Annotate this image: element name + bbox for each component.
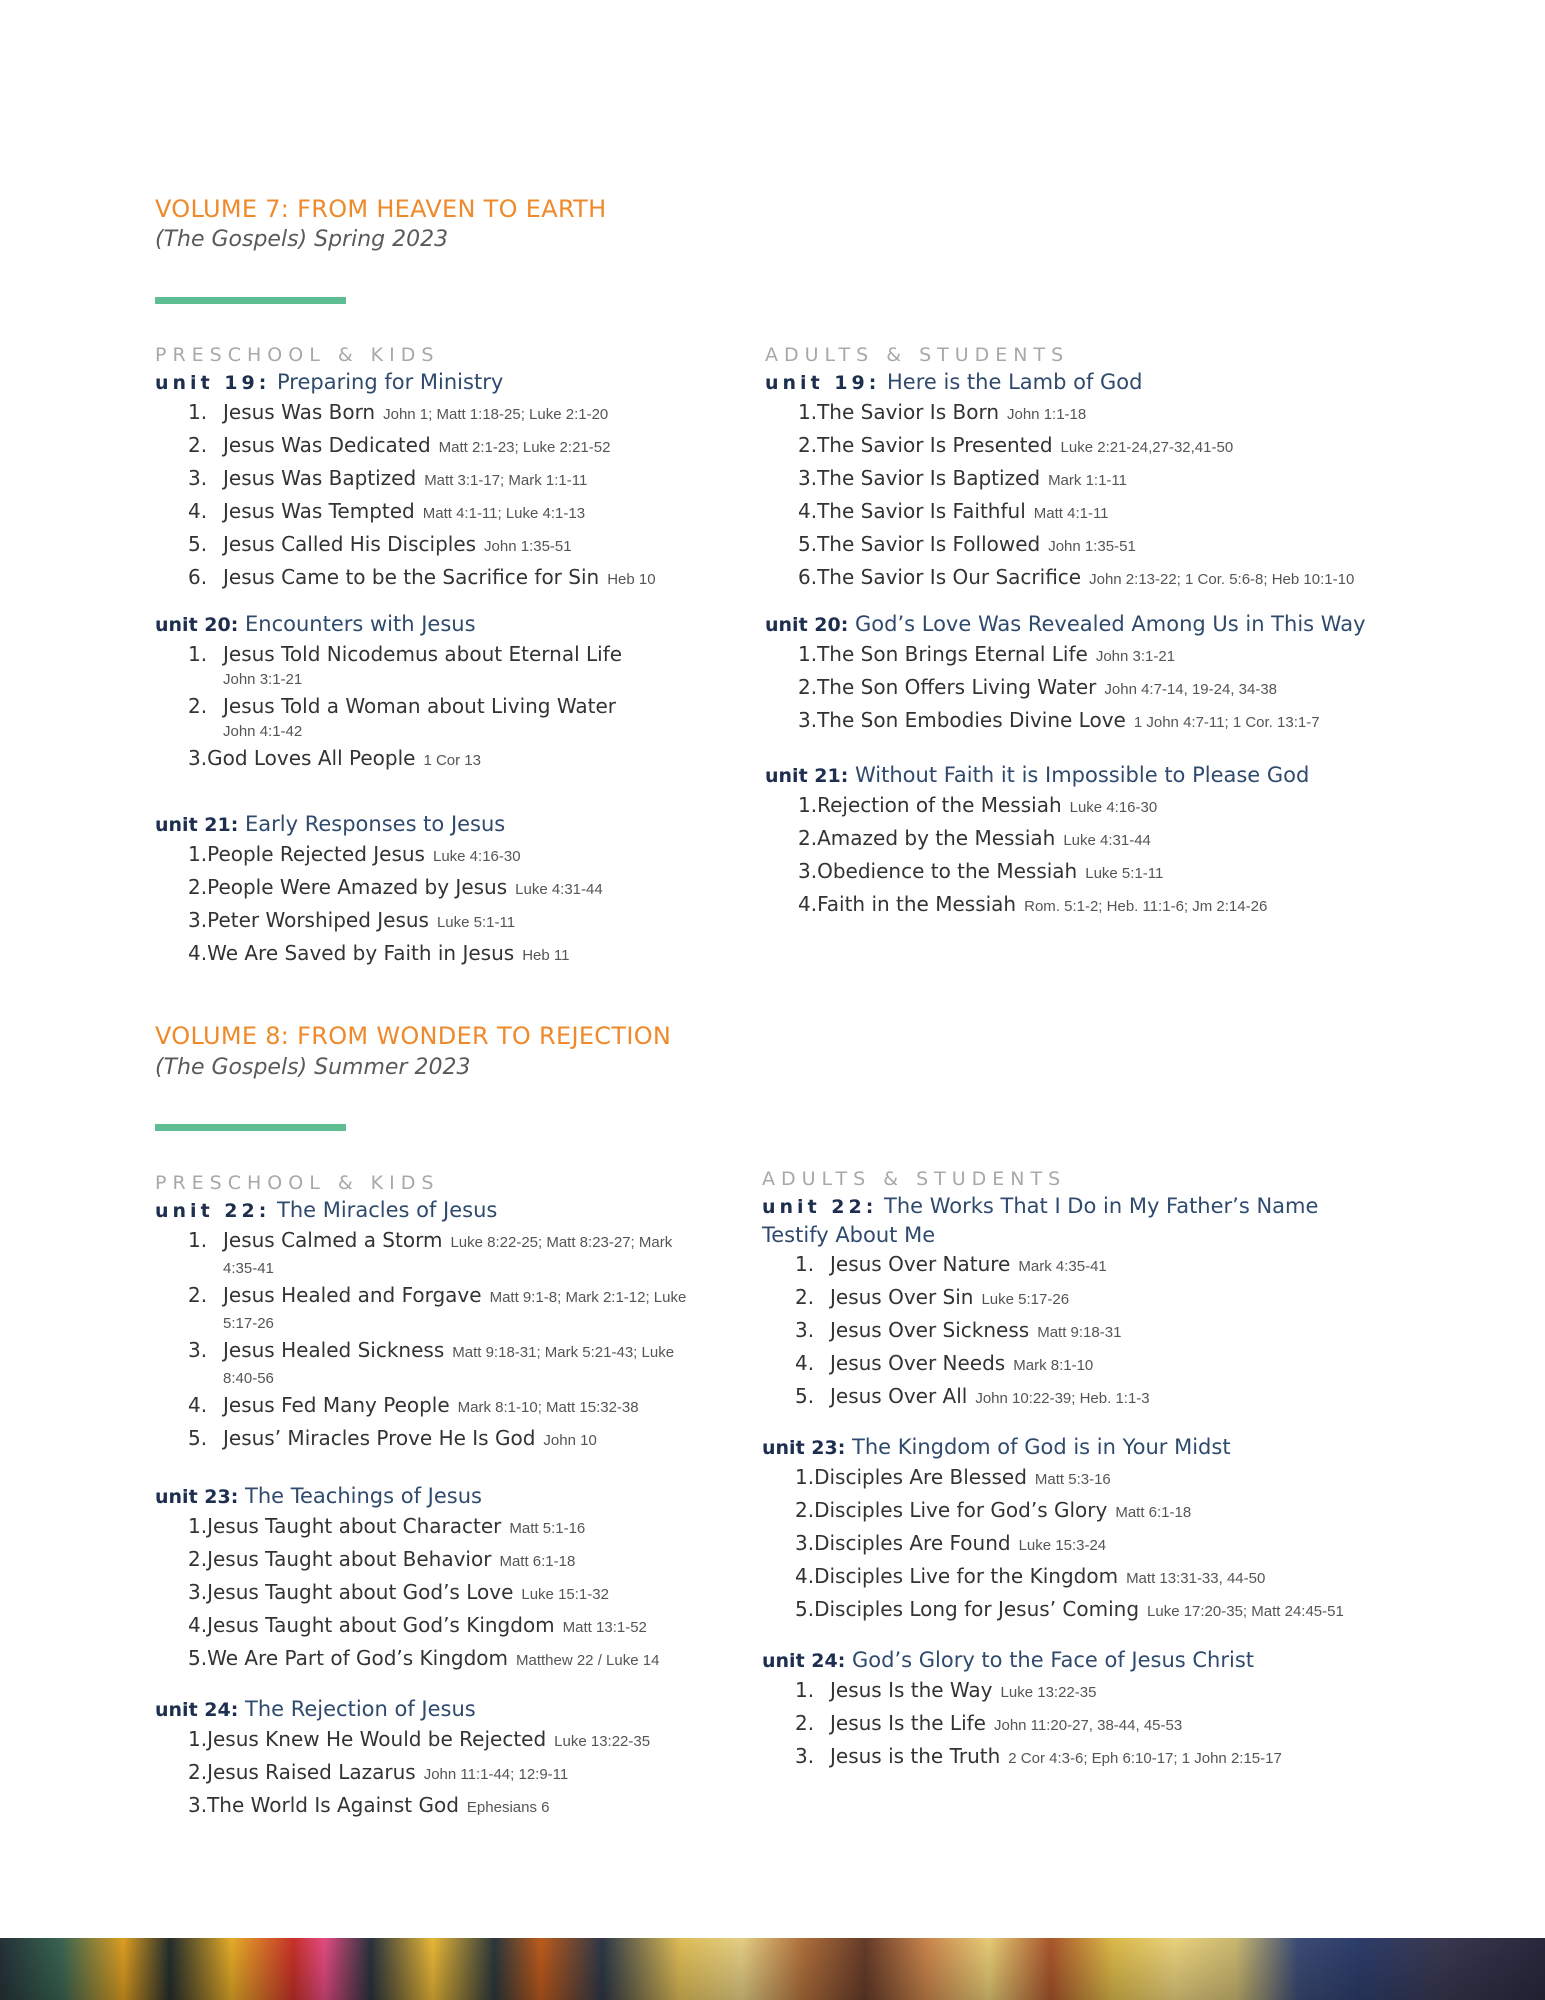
- decorative-artwork-banner: [0, 1938, 1545, 2000]
- lesson-item: 2.Disciples Live for God’s Glory Matt 6:1-18: [795, 1498, 1192, 1522]
- unit-title: The Teachings of Jesus: [245, 1484, 482, 1508]
- lesson-item: 3. Jesus Was Baptized Matt 3:1-17; Mark 1:1-11: [188, 466, 588, 490]
- unit-label: unit 24:: [155, 1699, 239, 1721]
- lesson-item: 5.Disciples Long for Jesus’ Coming Luke 17:20-35; Matt 24:45-51: [795, 1597, 1344, 1621]
- lesson-item: 2. Jesus Is the Life John 11:20-27, 38-44, 45-53: [795, 1711, 1183, 1735]
- lesson-item: 1.The Son Brings Eternal Life John 3:1-21: [798, 642, 1176, 666]
- adults-unit-22: [762, 1192, 1318, 1414]
- lesson-item: 1. Jesus Is the Way Luke 13:22-35: [795, 1678, 1097, 1702]
- volume-8-title: VOLUME 8: FROM WONDER TO REJECTION: [155, 1022, 672, 1050]
- lesson-item: 2. Jesus Was Dedicated Matt 2:1-23; Luke 2:21-52: [188, 433, 611, 457]
- unit-label: unit 23:: [155, 1486, 239, 1508]
- lesson-ref: 5:17-26: [223, 1315, 274, 1332]
- lesson-item: 4. Jesus Was Tempted Matt 4:1-11; Luke 4:1-13: [188, 499, 586, 523]
- lesson-item: 3. Jesus is the Truth 2 Cor 4:3-6; Eph 6:10-17; 1 John 2:15-17: [795, 1744, 1282, 1768]
- adults-unit-23: [762, 1433, 1344, 1627]
- volume-7-subtitle: (The Gospels) Spring 2023: [155, 227, 449, 252]
- unit-label: unit 20:: [765, 614, 849, 636]
- unit-label: unit 24:: [762, 1650, 846, 1672]
- lesson-item: 3.Obedience to the Messiah Luke 5:1-11: [798, 859, 1164, 883]
- lesson-item: 4.Disciples Live for the Kingdom Matt 13:31-33, 44-50: [795, 1564, 1266, 1588]
- lesson-item: 3. Jesus Over Sickness Matt 9:18-31: [795, 1318, 1122, 1342]
- lesson-item: 6.The Savior Is Our Sacrifice John 2:13-22; 1 Cor. 5:6-8; Heb 10:1-10: [798, 565, 1355, 589]
- lesson-ref: John 3:1-21: [223, 671, 303, 688]
- banner-shade: [0, 1938, 1545, 2000]
- unit-title: God’s Love Was Revealed Among Us in This Way: [855, 612, 1366, 636]
- lesson-item: 1. Jesus Calmed a Storm Luke 8:22-25; Matt 8:23-27; Mark: [188, 1228, 673, 1252]
- lesson-ref: John 4:1-42: [223, 723, 303, 740]
- adults-heading: ADULTS & STUDENTS: [762, 1168, 1067, 1190]
- lesson-item: 2.The Son Offers Living Water John 4:7-14, 19-24, 34-38: [798, 675, 1278, 699]
- lesson-item: 1.Disciples Are Blessed Matt 5:3-16: [795, 1465, 1111, 1489]
- lesson-item: 4.Jesus Taught about God’s Kingdom Matt 13:1-52: [188, 1613, 647, 1637]
- adults-unit-19: [765, 368, 1354, 595]
- lesson-item: 4.We Are Saved by Faith in Jesus Heb 11: [188, 941, 570, 965]
- unit-label: unit 22:: [762, 1196, 878, 1218]
- lesson-item: 5.The Savior Is Followed John 1:35-51: [798, 532, 1136, 556]
- unit-title: God’s Glory to the Face of Jesus Christ: [852, 1648, 1255, 1672]
- lesson-item: 3.God Loves All People 1 Cor 13: [188, 746, 481, 770]
- unit-title-continued: Testify About Me: [762, 1223, 936, 1247]
- kids-heading: PRESCHOOL & KIDS: [155, 1172, 440, 1194]
- volume-7-divider: [155, 297, 346, 304]
- lesson-item: 5. Jesus Called His Disciples John 1:35-51: [188, 532, 572, 556]
- lesson-item: 1.Jesus Taught about Character Matt 5:1-16: [188, 1514, 586, 1538]
- unit-label: unit 22:: [155, 1200, 271, 1222]
- lesson-item: 2. Jesus Over Sin Luke 5:17-26: [795, 1285, 1070, 1309]
- kids-unit-24: [155, 1695, 650, 1823]
- lesson-item: 3.The World Is Against God Ephesians 6: [188, 1793, 550, 1817]
- lesson-item: 5. Jesus Over All John 10:22-39; Heb. 1:1-3: [795, 1384, 1150, 1408]
- lesson-item: 2.The Savior Is Presented Luke 2:21-24,27-32,41-50: [798, 433, 1234, 457]
- lesson-item: 3.The Son Embodies Divine Love 1 John 4:7-11; 1 Cor. 13:1-7: [798, 708, 1320, 732]
- lesson-item: 5.We Are Part of God’s Kingdom Matthew 22 / Luke 14: [188, 1646, 660, 1670]
- unit-title: Preparing for Ministry: [277, 370, 504, 394]
- lesson-item: 2. Jesus Healed and Forgave Matt 9:1-8; Mark 2:1-12; Luke: [188, 1283, 687, 1307]
- kids-unit-22: [155, 1196, 686, 1456]
- lesson-item: 3.Jesus Taught about God’s Love Luke 15:1-32: [188, 1580, 609, 1604]
- lesson-item: 4.The Savior Is Faithful Matt 4:1-11: [798, 499, 1109, 523]
- unit-label: unit 19:: [155, 372, 271, 394]
- lesson-item: 3.Disciples Are Found Luke 15:3-24: [795, 1531, 1107, 1555]
- lesson-ref: 8:40-56: [223, 1370, 274, 1387]
- lesson-item: 5. Jesus’ Miracles Prove He Is God John 10: [188, 1426, 597, 1450]
- volume-8-divider: [155, 1124, 346, 1131]
- lesson-item: 3.The Savior Is Baptized Mark 1:1-11: [798, 466, 1127, 490]
- lesson-item: 2.Jesus Raised Lazarus John 11:1-44; 12:9-11: [188, 1760, 569, 1784]
- adults-unit-24: [762, 1646, 1282, 1774]
- kids-unit-20: [155, 610, 622, 776]
- lesson-item: 6. Jesus Came to be the Sacrifice for Sin Heb 10: [188, 565, 656, 589]
- unit-title: Without Faith it is Impossible to Please God: [855, 763, 1310, 787]
- lesson-item: 2.Amazed by the Messiah Luke 4:31-44: [798, 826, 1151, 850]
- unit-label: unit 21:: [155, 814, 239, 836]
- lesson-item: 2. Jesus Told a Woman about Living Water: [188, 694, 616, 718]
- lesson-item: 3.Peter Worshiped Jesus Luke 5:1-11: [188, 908, 516, 932]
- unit-title: Encounters with Jesus: [245, 612, 476, 636]
- kids-unit-21: [155, 810, 603, 971]
- kids-heading: PRESCHOOL & KIDS: [155, 344, 440, 366]
- kids-unit-19: [155, 368, 656, 595]
- lesson-item: 4.Faith in the Messiah Rom. 5:1-2; Heb. 11:1-6; Jm 2:14-26: [798, 892, 1268, 916]
- unit-title: The Kingdom of God is in Your Midst: [852, 1435, 1231, 1459]
- volume-7-title: VOLUME 7: FROM HEAVEN TO EARTH: [155, 195, 607, 223]
- lesson-item: 1. Jesus Told Nicodemus about Eternal Life: [188, 642, 623, 666]
- lesson-item: 1.Rejection of the Messiah Luke 4:16-30: [798, 793, 1158, 817]
- volume-8-subtitle: (The Gospels) Summer 2023: [155, 1055, 471, 1080]
- unit-title: The Works That I Do in My Father’s Name: [884, 1194, 1319, 1218]
- lesson-ref: 4:35-41: [223, 1260, 274, 1277]
- lesson-item: 1.Jesus Knew He Would be Rejected Luke 13:22-35: [188, 1727, 651, 1751]
- lesson-item: 1.People Rejected Jesus Luke 4:16-30: [188, 842, 521, 866]
- unit-title: The Miracles of Jesus: [277, 1198, 498, 1222]
- unit-label: unit 20:: [155, 614, 239, 636]
- adults-unit-20: [765, 610, 1366, 738]
- lesson-item: 1. Jesus Was Born John 1; Matt 1:18-25; Luke 2:1-20: [188, 400, 609, 424]
- unit-title: The Rejection of Jesus: [245, 1697, 476, 1721]
- unit-label: unit 23:: [762, 1437, 846, 1459]
- lesson-item: 4. Jesus Fed Many People Mark 8:1-10; Matt 15:32-38: [188, 1393, 639, 1417]
- unit-label: unit 19:: [765, 372, 881, 394]
- lesson-item: 3. Jesus Healed Sickness Matt 9:18-31; Mark 5:21-43; Luke: [188, 1338, 675, 1362]
- adults-heading: ADULTS & STUDENTS: [765, 344, 1070, 366]
- lesson-item: 1. Jesus Over Nature Mark 4:35-41: [795, 1252, 1107, 1276]
- kids-unit-23: [155, 1482, 659, 1676]
- lesson-item: 1.The Savior Is Born John 1:1-18: [798, 400, 1087, 424]
- lesson-item: 2.Jesus Taught about Behavior Matt 6:1-18: [188, 1547, 576, 1571]
- unit-title: Here is the Lamb of God: [887, 370, 1143, 394]
- adults-unit-21: [765, 761, 1309, 922]
- lesson-item: 2.People Were Amazed by Jesus Luke 4:31-44: [188, 875, 603, 899]
- unit-label: unit 21:: [765, 765, 849, 787]
- unit-title: Early Responses to Jesus: [245, 812, 506, 836]
- lesson-item: 4. Jesus Over Needs Mark 8:1-10: [795, 1351, 1094, 1375]
